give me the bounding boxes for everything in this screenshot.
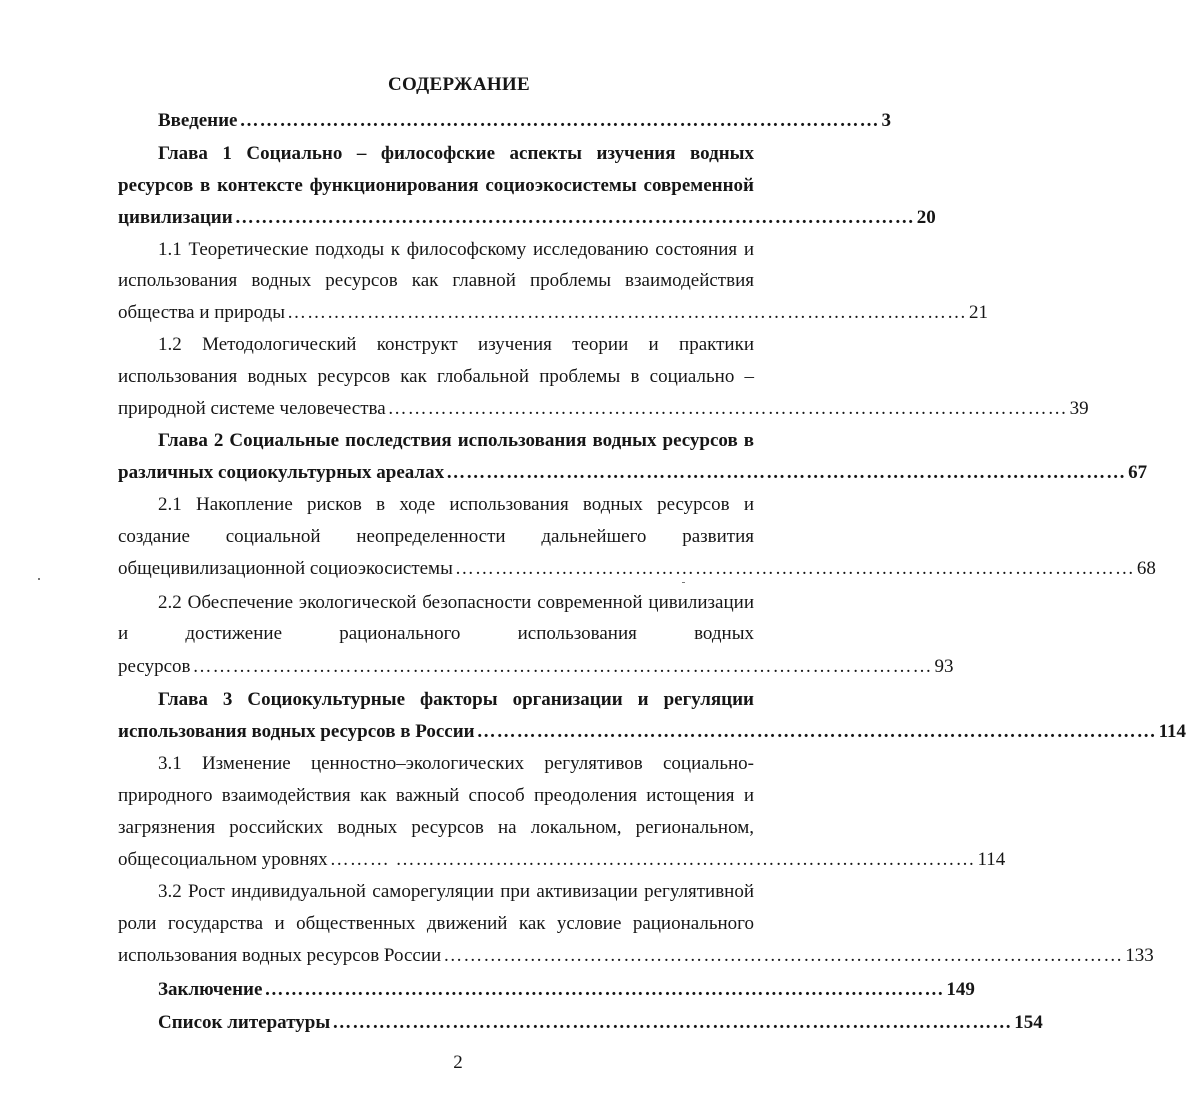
toc-entry-2-2-line1: 2.2 Обеспечение экологической безопасности современной цивилизации xyxy=(158,592,754,613)
leader-dots: ……… …………………………………………………………………………… xyxy=(329,849,976,870)
toc-page-number: 20 xyxy=(916,207,936,228)
toc-entry-1-2-line1: 1.2 Методологический конструкт изучения теории и практики xyxy=(158,334,754,355)
toc-entry-1-2-line2: использования водных ресурсов как глобальной проблемы в социально – xyxy=(118,366,754,387)
toc-entry-introduction xyxy=(118,109,891,133)
toc-entry-1-1-line2: использования водных ресурсов как главной проблемы взаимодействия xyxy=(118,270,754,291)
leader-dots: ………………………………………………………………………………………… xyxy=(443,945,1124,966)
toc-entry-3-2-line2: роли государства и общественных движений как условие рационального xyxy=(118,913,754,934)
toc-page-number: 154 xyxy=(1014,1012,1043,1033)
toc-page-number: 114 xyxy=(1158,721,1186,742)
toc-entry-3-1-line1: 3.1 Изменение ценностно–экологических регулятивов социально- xyxy=(158,753,754,774)
scan-speck xyxy=(682,582,685,583)
leader-dots: ………………………………………………………………………………………… xyxy=(234,207,915,228)
toc-entry-chapter2-line2: различных социокультурных ареалах ………………………………………………………………………………………… 67 xyxy=(118,462,1148,483)
toc-entry-1-1-line1: 1.1 Теоретические подходы к философскому исследованию состояния и xyxy=(158,239,754,260)
leader-dots: ………………………………………………………………………………………… xyxy=(286,302,967,323)
toc-entry-2-1-line2: создание социальной неопределенности дальнейшего развития xyxy=(118,526,754,547)
toc-entry-chapter3-line1: Глава 3 Социокультурные факторы организации и регуляции xyxy=(158,689,754,710)
toc-entry-2-2-line3: ресурсов ………………………………………………………………………………………………… 93 xyxy=(118,656,954,677)
leader-dots: ………………………………………………………………………………………………… xyxy=(192,656,933,677)
toc-entry-2-2-line2: и достижение рационального использования водных xyxy=(118,623,754,644)
toc-page-number: 93 xyxy=(934,656,954,677)
toc-entry-1-1-line3: общества и природы ………………………………………………………………………………………… 21 xyxy=(118,302,988,323)
toc-entry-2-1-line1: 2.1 Накопление рисков в ходе использования водных ресурсов и xyxy=(158,494,754,515)
toc-entry-chapter3-line2: использования водных ресурсов в России ………………………………………………………………………………………… 114 xyxy=(118,721,1186,742)
toc-entry-references: Список литературы ………………………………………………………………………………………… 154 xyxy=(158,1012,1043,1033)
toc-entry-chapter1-line2: ресурсов в контексте функционирования социоэкосистемы современной xyxy=(118,175,754,196)
toc-entry-3-2-line1: 3.2 Рост индивидуальной саморегуляции при активизации регулятивной xyxy=(158,881,754,902)
toc-entry-chapter1-line1: Глава 1 Социально – философские аспекты изучения водных xyxy=(158,143,754,164)
toc-entry-conclusion: Заключение ………………………………………………………………………………………… 149 xyxy=(158,979,975,1000)
toc-page-number: 3 xyxy=(881,110,891,131)
toc-page-number: 67 xyxy=(1128,462,1148,483)
toc-entry-1-2-line3: природной системе человечества ………………………………………………………………………………………… 39 xyxy=(118,398,1089,419)
toc-page-number: 133 xyxy=(1125,945,1154,966)
toc-page-number: 39 xyxy=(1069,398,1089,419)
toc-entry-chapter1-line3: цивилизации ………………………………………………………………………………………… 20 xyxy=(118,207,936,228)
toc-entry-3-1-line3: загрязнения российских водных ресурсов на локальном, региональном, xyxy=(118,817,754,838)
toc-entry-chapter2-line1: Глава 2 Социальные последствия использования водных ресурсов в xyxy=(158,430,754,451)
leader-dots: ………………………………………………………………………………………… xyxy=(454,558,1135,579)
toc-entry-3-2-line3: использования водных ресурсов России ………………………………………………………………………………………… 133 xyxy=(118,945,1154,966)
leader-dots: …………………………………………………………………………………… xyxy=(239,110,880,131)
leader-dots: ………………………………………………………………………………………… xyxy=(332,1012,1013,1033)
scan-speck xyxy=(38,578,40,580)
leader-dots: ………………………………………………………………………………………… xyxy=(387,398,1068,419)
toc-entry-3-1-line4: общесоциальном уровнях ……… …………………………………………………………………………… 114 xyxy=(118,849,1006,870)
leader-dots: ………………………………………………………………………………………… xyxy=(476,721,1157,742)
leader-dots: ………………………………………………………………………………………… xyxy=(264,979,945,1000)
page-title: СОДЕРЖАНИЕ xyxy=(388,74,530,95)
page-number: 2 xyxy=(453,1052,463,1073)
toc-page-number: 68 xyxy=(1136,558,1156,579)
toc-page-number: 149 xyxy=(946,979,975,1000)
toc-entry-2-1-line3: общецивилизационной социоэкосистемы ………………………………………………………………………………………… 68 xyxy=(118,558,1156,579)
toc-page-number: 114 xyxy=(977,849,1006,870)
toc-entry-text: Введение xyxy=(158,110,238,131)
toc-entry-3-1-line2: природного взаимодействия как важный способ преодоления истощения и xyxy=(118,785,754,806)
leader-dots: ………………………………………………………………………………………… xyxy=(446,462,1127,483)
toc-page-number: 21 xyxy=(968,302,988,323)
